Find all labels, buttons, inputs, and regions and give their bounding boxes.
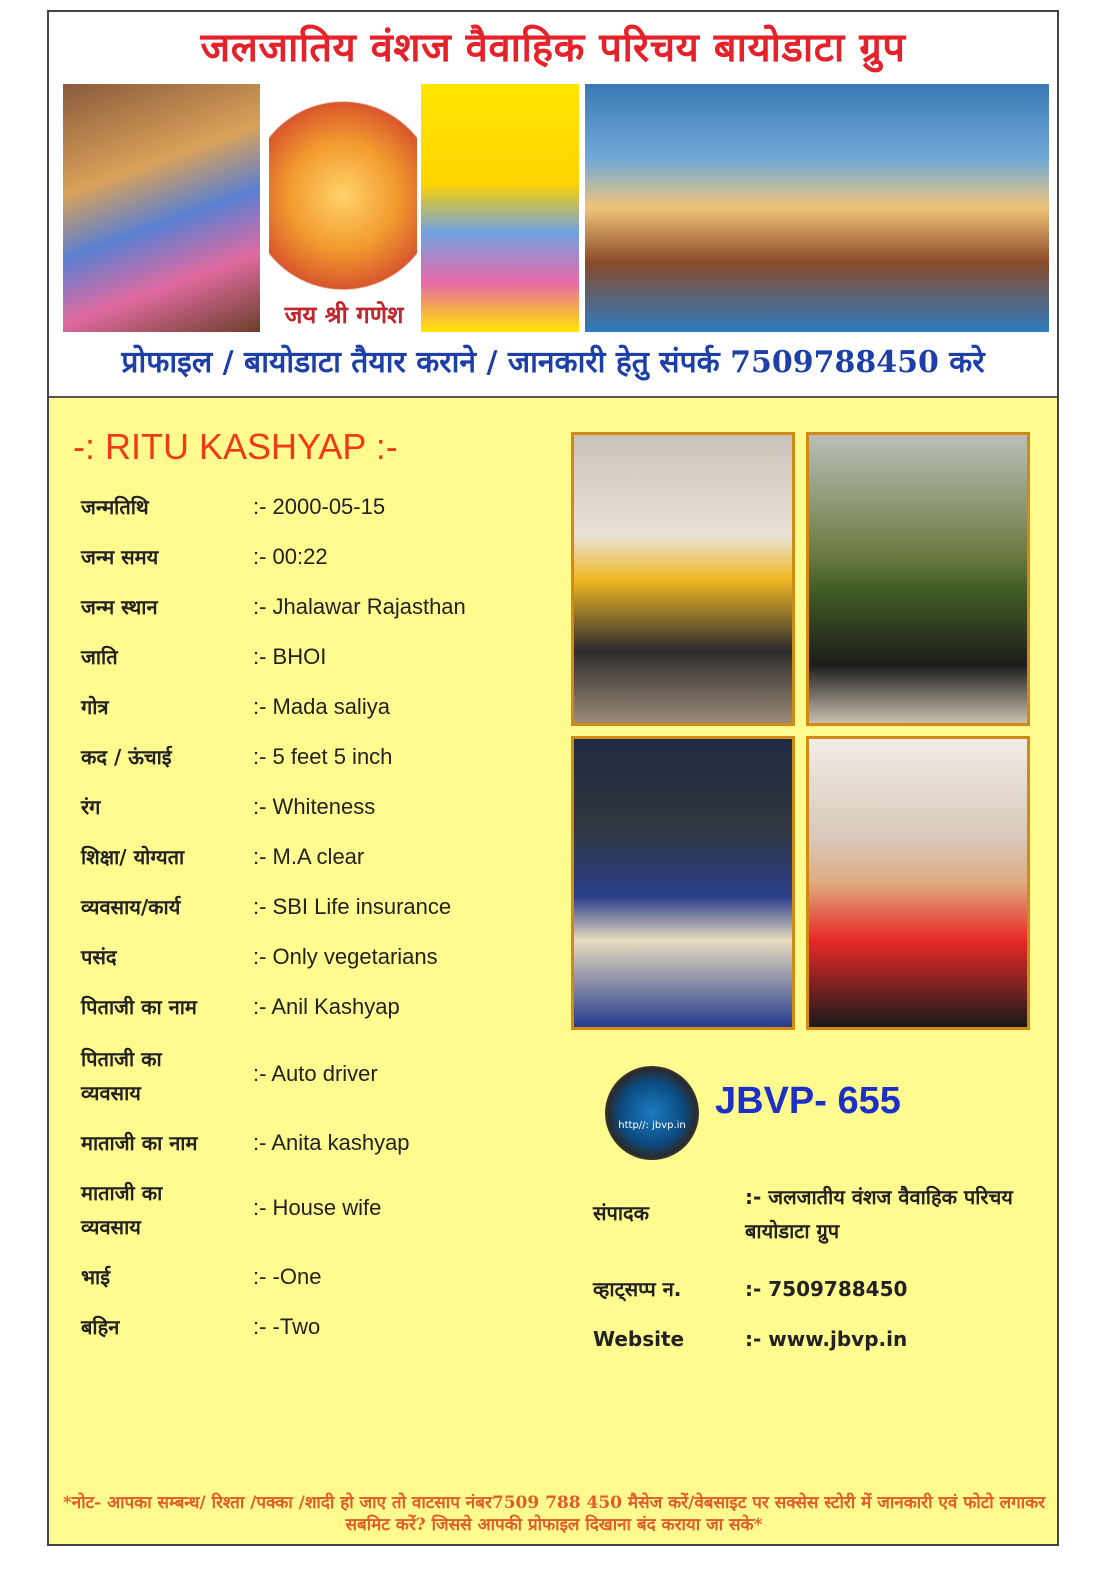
detail-label: जन्म स्थान — [81, 595, 158, 619]
candidate-name: -: RITU KASHYAP :- — [73, 426, 398, 467]
detail-value: :- BHOI — [253, 644, 327, 669]
group-title: जलजातिय वंशज वैवाहिक परिचय बायोडाटा ग्रुप — [200, 24, 906, 71]
info-value: :- 7509788450 — [745, 1277, 908, 1301]
detail-value: :- Mada saliya — [253, 694, 390, 719]
detail-label: गोत्र — [81, 695, 109, 719]
contact-line: प्रोफाइल / बायोडाटा तैयार कराने / जानकारी हेतु संपर्क 7509788450 करे — [121, 345, 985, 380]
ganesh-caption: जय श्री गणेश — [277, 298, 411, 331]
info-label: संपादक — [593, 1201, 650, 1225]
deity-image-ram-sita — [63, 84, 260, 332]
detail-label: रंग — [81, 795, 101, 819]
deity-image-boat — [585, 84, 1049, 332]
detail-value: :- House wife — [253, 1195, 382, 1220]
profile-code: JBVP- 655 — [715, 1080, 901, 1122]
detail-label: व्यवसाय/कार्य — [81, 895, 181, 919]
detail-label: पसंद — [81, 945, 117, 969]
detail-label: कद / ऊंचाई — [81, 745, 172, 769]
candidate-photo-1 — [571, 432, 795, 726]
candidate-photo-4 — [806, 736, 1030, 1030]
detail-label: पिताजी का व्यवसाय — [81, 1047, 162, 1105]
detail-label: जन्मतिथि — [81, 495, 149, 519]
info-label: व्हाट्सप्प न. — [593, 1277, 682, 1301]
detail-value: :- M.A clear — [253, 844, 365, 869]
detail-value: :- Jhalawar Rajasthan — [253, 594, 466, 619]
detail-label: माताजी का व्यवसाय — [81, 1181, 163, 1239]
info-value: :- जलजातीय वंशज वैवाहिक परिचय बायोडाटा ग्रुप — [745, 1185, 1013, 1243]
website-link[interactable]: :- www.jbvp.in — [745, 1327, 908, 1351]
detail-value: :- Whiteness — [253, 794, 376, 819]
detail-value: :- SBI Life insurance — [253, 894, 452, 919]
jbvp-logo — [605, 1066, 699, 1160]
detail-value: :- -Two — [253, 1314, 321, 1339]
detail-label: शिक्षा/ योग्यता — [81, 845, 185, 869]
candidate-photo-3 — [571, 736, 795, 1030]
detail-label: भाई — [81, 1265, 111, 1289]
detail-label: माताजी का नाम — [81, 1131, 198, 1155]
detail-value: :- 00:22 — [253, 544, 328, 569]
detail-label: पिताजी का नाम — [81, 995, 197, 1019]
detail-label: बहिन — [81, 1315, 120, 1339]
detail-value: :- -One — [253, 1264, 322, 1289]
detail-value: :- Anita kashyap — [253, 1130, 410, 1155]
detail-label: जन्म समय — [81, 545, 159, 569]
detail-label: जाति — [81, 645, 118, 669]
biodata-card — [47, 10, 1059, 1546]
logo-url-text: http//: jbvp.in — [618, 1120, 686, 1131]
detail-value: :- Anil Kashyap — [253, 994, 400, 1019]
header-banner — [49, 12, 1057, 398]
detail-value: :- Auto driver — [253, 1061, 378, 1086]
deity-image-ganesh — [269, 84, 417, 332]
footer-note: *नोट- आपका सम्बन्ध/ रिश्ता /पक्का /शादी हो जाए तो वाटसाप नंबर7509 788 450 मैसेज करें/वेबसाइट पर सक्सेस स्टोरी में जानकारी एवं फोटो लगाकर सबमिट करें? जिससे आपकी प्रोफाइल दिखाना बंद कराया जा सके* — [62, 1493, 1046, 1535]
deity-image-ram-sita-yellow — [421, 84, 579, 332]
candidate-photo-2 — [806, 432, 1030, 726]
detail-value: :- Only vegetarians — [253, 944, 438, 969]
info-label: Website — [593, 1327, 685, 1351]
detail-value: :- 2000-05-15 — [253, 494, 386, 519]
detail-value: :- 5 feet 5 inch — [253, 744, 393, 769]
